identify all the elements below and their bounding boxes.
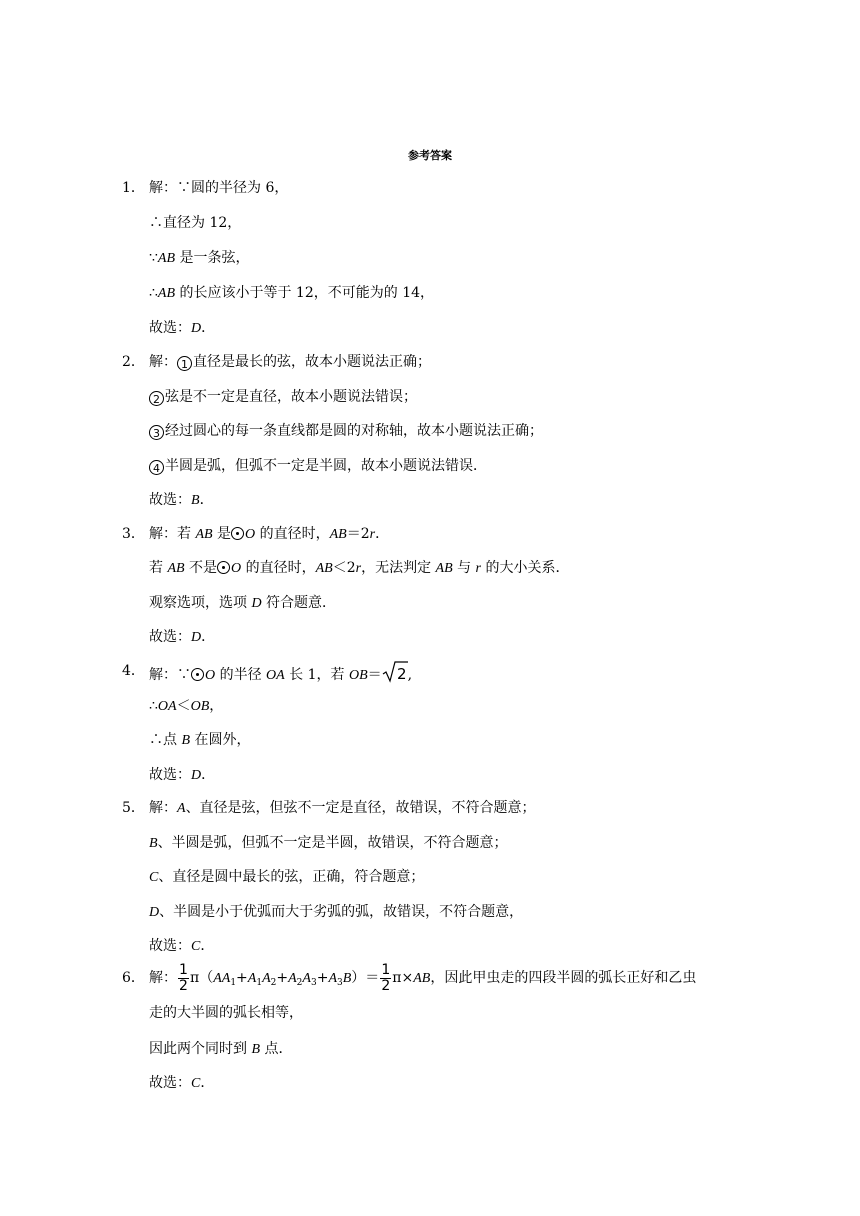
answer-line: 解：∵ O 的半径 OA 长 1，若 OB＝ 2 , <box>149 661 412 689</box>
answer-line: ∴点 B 在圆外， <box>149 732 251 748</box>
answer-line: 3 经过圆心的每一条直线都是圆的对称轴，故本小题说法正确； <box>149 421 543 441</box>
answer-line: 若 AB 不是 O 的直径时，AB＜2r，无法判定 AB 与 r 的大小关系． <box>149 560 570 576</box>
sqrt-symbol <box>382 661 408 689</box>
answer-line: 解：若 AB 是 O 的直径时，AB＝2r． <box>149 526 390 542</box>
question-number: 5． <box>122 800 145 816</box>
answer-choice: 故选：C． <box>149 1075 215 1091</box>
circled-number: 3 <box>149 425 164 440</box>
answer-line: 走的大半圆的弧长相等， <box>149 1005 303 1021</box>
fraction: $\frac{1}{2}$ <box>179 961 188 994</box>
answer-choice: 故选：D． <box>149 629 216 645</box>
page-title: 参考答案 <box>408 149 452 162</box>
question-number: 6． <box>122 970 145 986</box>
answer-choice: 故选：D． <box>149 767 216 783</box>
answer-line: 4 半圆是弧，但弧不一定是半圆，故本小题说法错误． <box>149 456 487 476</box>
answer-line: ∵AB 是一条弦， <box>149 250 250 266</box>
question-number: 4． <box>122 663 145 679</box>
circled-number: 4 <box>149 460 164 475</box>
answer-line: 解： $\frac{1}{2}$ $\pi(AA_1+A_1A_2+A_2A_3+A_3B)=$ $\frac{1}{2}$ π×AB，因此甲虫走的四段半圆的弧长正好和乙虫 <box>149 961 697 994</box>
answer-line: 2 弦是不一定是直径，故本小题说法错误； <box>149 387 417 407</box>
answer-choice: 故选：C． <box>149 938 215 954</box>
answer-line: D、半圆是小于优弧而大于劣弧的弧，故错误，不符合题意， <box>149 904 524 920</box>
answer-line: ∴OA＜OB， <box>149 698 224 714</box>
svg-text:2: 2 <box>396 665 407 683</box>
answer-line: B、半圆是弧，但弧不一定是半圆，故错误，不符合题意； <box>149 835 508 851</box>
answer-line: 解：∵圆的半径为 6， <box>149 180 289 196</box>
question-number: 3． <box>122 526 145 542</box>
answer-line: 观察选项，选项 D 符合题意． <box>149 595 337 611</box>
fraction: $\frac{1}{2}$ <box>381 961 391 994</box>
circle-dot-symbol <box>231 527 244 540</box>
circled-number: 2 <box>149 391 164 406</box>
circle-dot-symbol <box>217 561 230 574</box>
answer-line: C、直径是圆中最长的弦，正确，符合题意； <box>149 869 425 885</box>
answer-choice: 故选：B． <box>149 492 214 508</box>
circled-number: 1 <box>177 356 192 371</box>
answer-line: ∴直径为 12， <box>149 215 242 231</box>
circle-dot-symbol <box>191 668 204 681</box>
answer-line: 解：A、直径是弦，但弦不一定是直径，故错误，不符合题意； <box>149 800 536 816</box>
answer-line: 解： 1 直径是最长的弦，故本小题说法正确； <box>149 354 431 371</box>
answer-line: 因此两个同时到 B 点． <box>149 1041 293 1057</box>
question-number: 1． <box>122 180 145 196</box>
question-number: 2． <box>122 354 145 370</box>
answer-choice: 故选：D． <box>149 320 216 336</box>
answer-line: ∴AB 的长应该小于等于 12，不可能为的 14， <box>149 285 435 301</box>
